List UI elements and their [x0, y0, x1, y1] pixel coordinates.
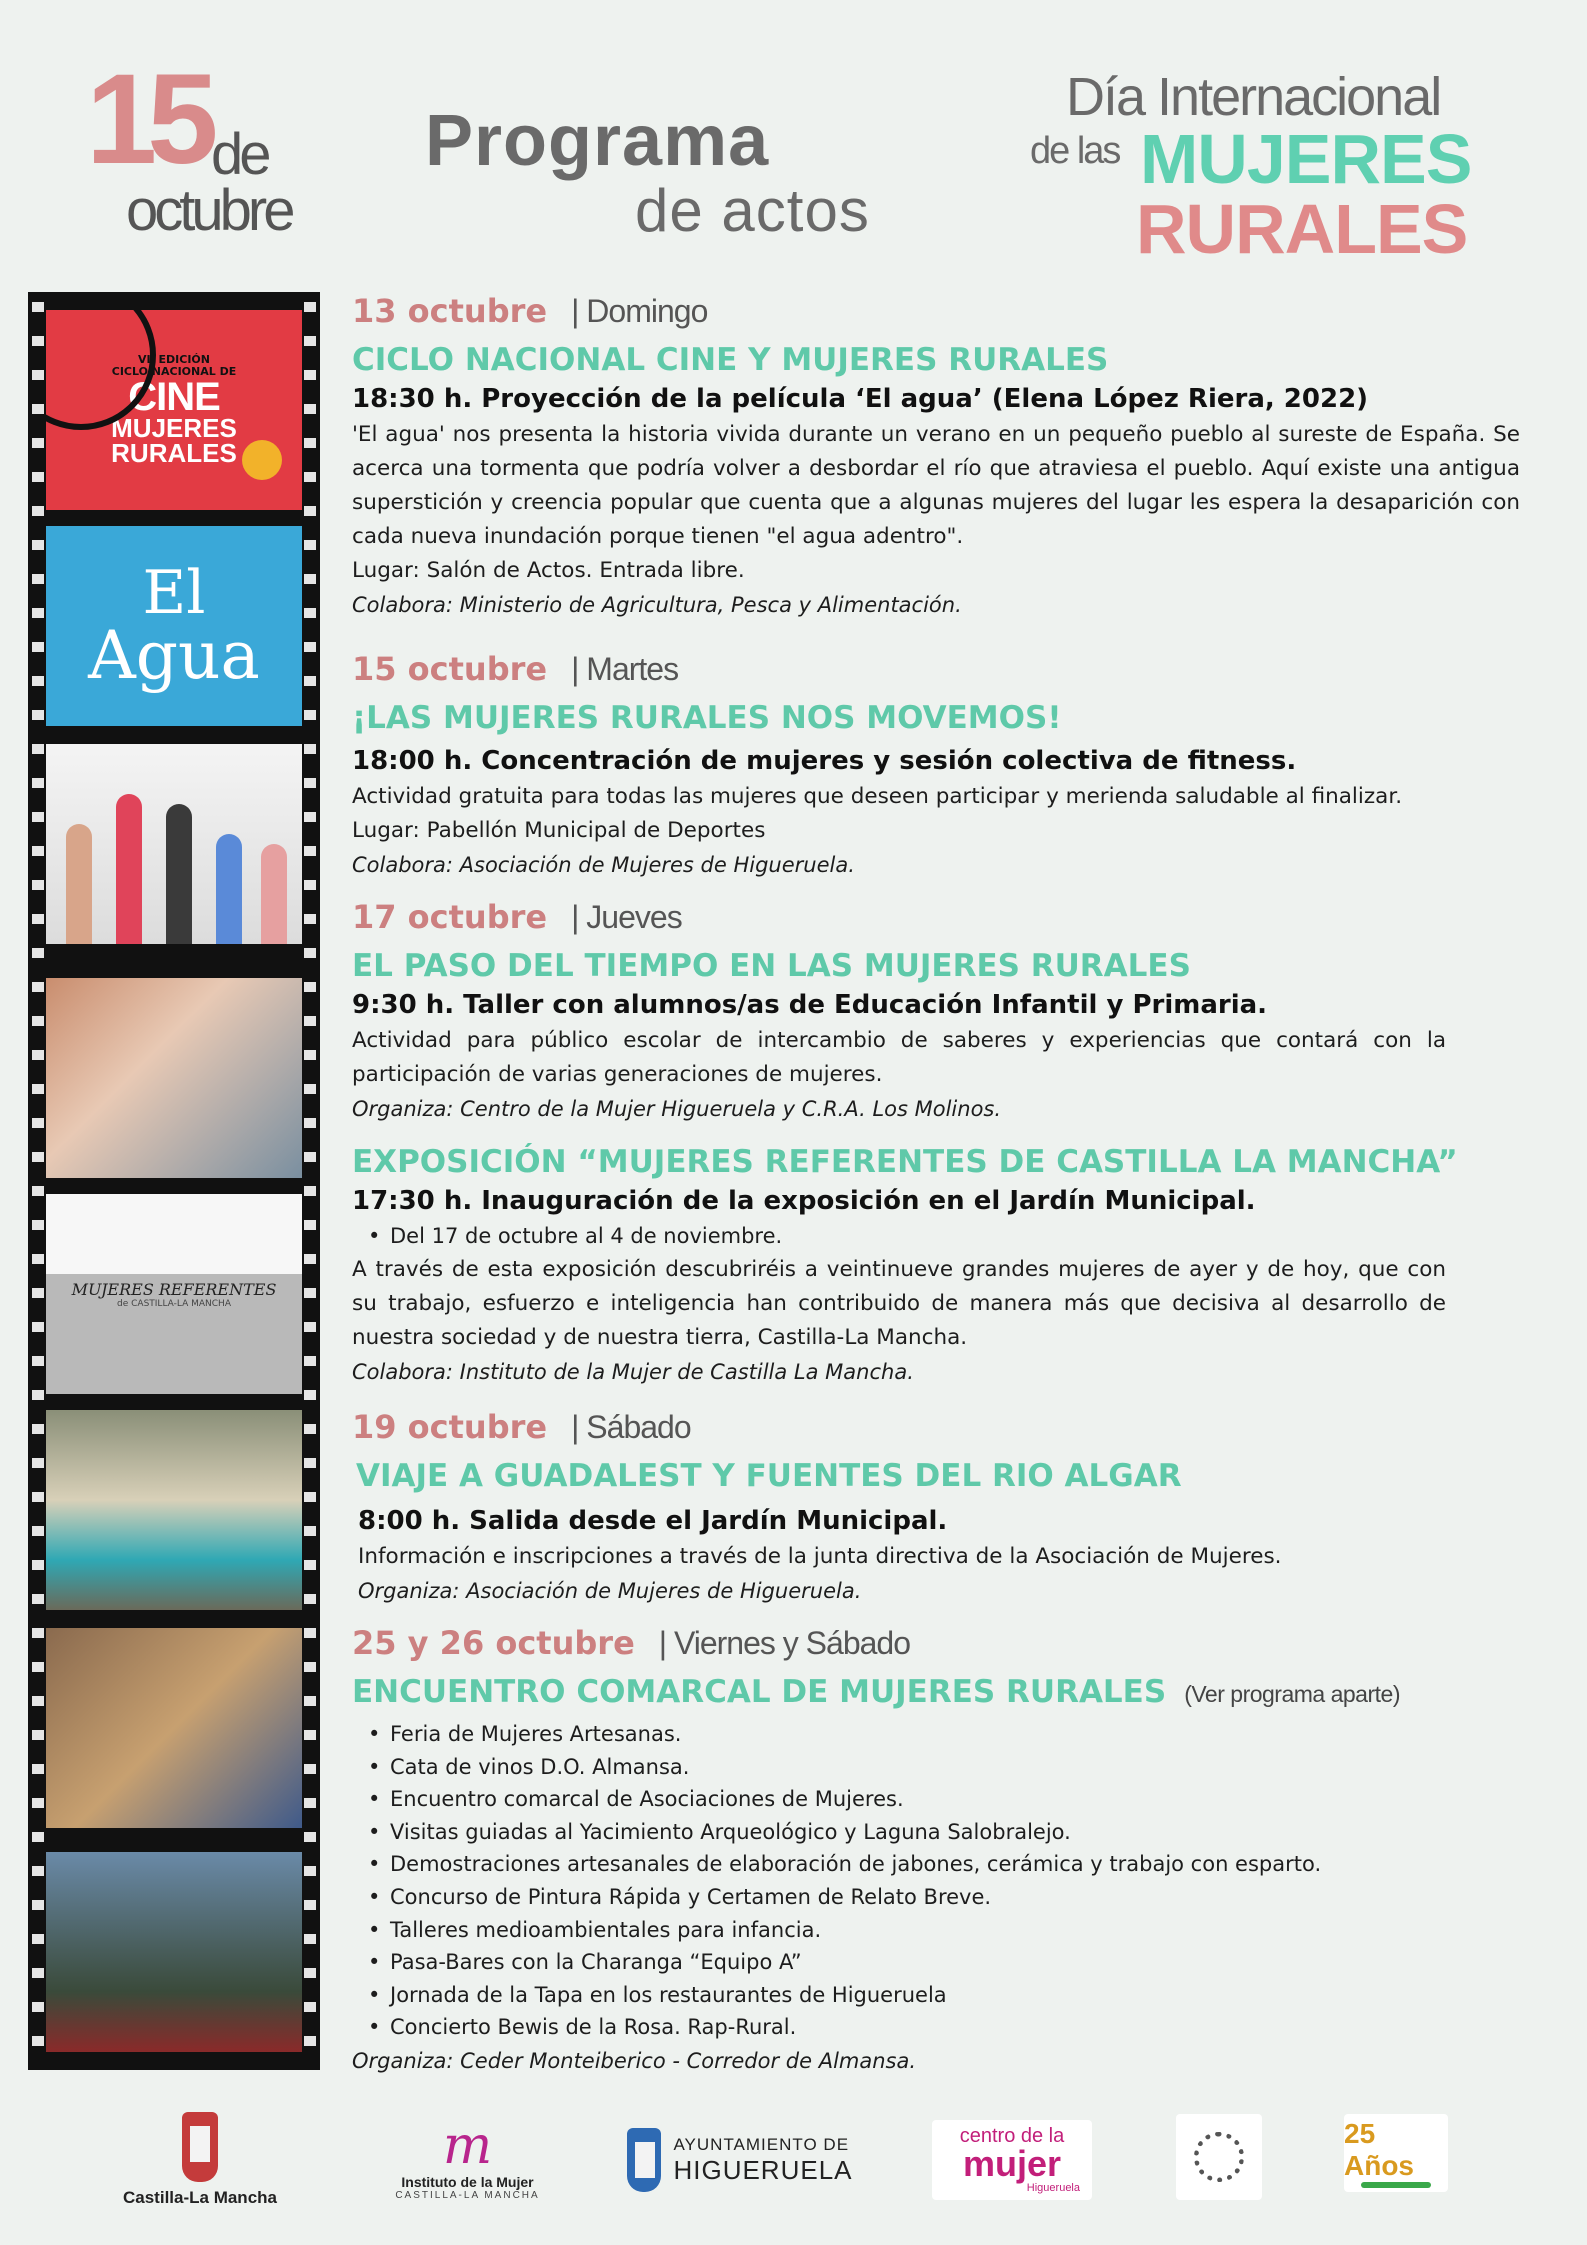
film-strip	[28, 292, 320, 2070]
sponsor-logos	[0, 2100, 1587, 2220]
list-item: • Concurso de Pintura Rápida y Certamen de Relato Breve.	[352, 1881, 1522, 1914]
title-dia-internacional: Día Internacional	[1066, 67, 1441, 127]
event-19-octubre	[352, 1408, 1522, 1608]
title-mujeres: MUJERES	[1140, 120, 1472, 198]
logo-instituto-mujer	[380, 2100, 555, 2220]
event-time: 18:30 h. Proyección de la película ‘El agua’ (Elena López Riera, 2022)	[352, 384, 1369, 414]
event-description: Actividad gratuita para todas las mujeres que deseen participar y merienda saludable al finalizar.	[352, 784, 1403, 809]
list-item: • Talleres medioambientales para infancia.	[352, 1914, 1522, 1947]
event-title: EL PASO DEL TIEMPO EN LAS MUJERES RURALES	[352, 948, 1191, 984]
event-weekday: | Sábado	[571, 1409, 691, 1445]
logo-caption: Instituto de la Mujer	[401, 2173, 534, 2190]
event-exposicion	[352, 1142, 1522, 1389]
event-date-line	[352, 650, 1522, 698]
anniversary-ribbon-icon	[1361, 2182, 1431, 2188]
event-weekday: | Viernes y Sábado	[658, 1625, 910, 1661]
header-day-number: 15	[86, 48, 209, 191]
event-date-line	[352, 898, 1522, 946]
logo-centro-mujer	[932, 2120, 1092, 2200]
film-frame-pottery-photo	[46, 1852, 302, 2052]
film-frame-esparto-photo	[46, 1628, 302, 1828]
event-title: ENCUENTRO COMARCAL DE MUJERES RURALES	[352, 1674, 1167, 1710]
event-weekday: | Martes	[571, 651, 679, 687]
photo-person	[261, 844, 287, 944]
event-date: 19 octubre	[352, 1408, 548, 1446]
film-frame-waterfall-photo	[46, 1410, 302, 1610]
header-event-title	[1030, 67, 1530, 270]
instituto-m-icon: m	[442, 2115, 493, 2176]
ayto-text	[673, 2135, 852, 2186]
event-date-line	[352, 1624, 1522, 1672]
list-item: • Demostraciones artesanales de elaboración de jabones, cerámica y trabajo con esparto.	[352, 1848, 1522, 1881]
photo-person	[216, 834, 242, 944]
event-title: EXPOSICIÓN “MUJERES REFERENTES DE CASTILLA LA MANCHA”	[352, 1144, 1458, 1180]
film-frame-women-phone-photo	[46, 978, 302, 1178]
header-program	[425, 101, 870, 244]
event-credit: Organiza: Ceder Monteiberico - Corredor de Almansa.	[352, 2048, 917, 2073]
event-weekday: | Domingo	[571, 293, 708, 329]
event-13-octubre	[352, 292, 1522, 622]
logo-caption: centro de la	[959, 2125, 1065, 2147]
clm-shield-icon	[182, 2112, 218, 2182]
list-item: • Pasa-Bares con la Charanga “Equipo A”	[352, 1946, 1522, 1979]
event-time: 18:00 h. Concentración de mujeres y sesión colectiva de fitness.	[352, 746, 1297, 776]
event-15-octubre	[352, 650, 1522, 882]
title-rurales: RURALES	[1136, 190, 1468, 268]
logo-caption: 25 Años	[1344, 2118, 1414, 2181]
event-description: A través de esta exposición descubriréis a veintinueve grandes mujeres de ayer y de hoy, que con su trabajo, esfuerzo e inteligencia han contribuido de manera más que decisiva al desarrollo de nuestra sociedad y de nuestra tierra, Castilla-La Mancha.	[352, 1256, 1446, 1350]
event-title: ¡LAS MUJERES RURALES NOS MOVEMOS!	[352, 700, 1062, 736]
program-title: Programa	[425, 101, 770, 181]
event-credit: Colabora: Ministerio de Agricultura, Pesca y Alimentación.	[352, 593, 962, 617]
poster-subtitle: CICLO NACIONAL DE	[111, 365, 237, 379]
event-title: CICLO NACIONAL CINE Y MUJERES RURALES	[352, 342, 1109, 378]
title-de-las: de las	[1030, 130, 1120, 172]
logo-25-anos	[1344, 2114, 1448, 2192]
poster-cine: CINE	[128, 375, 220, 420]
film-frame-el-agua-poster	[46, 526, 302, 726]
photo-person	[66, 824, 92, 944]
logo-caption: AYUNTAMIENTO DE	[673, 2134, 850, 2154]
event-date: 25 y 26 octubre	[352, 1624, 635, 1662]
exhibition-subtitle: de CASTILLA-LA MANCHA	[117, 1298, 231, 1309]
event-title-line	[352, 1672, 1522, 1714]
poster-agua: Agua	[88, 617, 260, 694]
event-date: 13 octubre	[352, 292, 548, 330]
poster-edition: VII EDICIÓN	[138, 353, 210, 367]
event-activity-list	[352, 1718, 1522, 2044]
header-month: octubre	[126, 178, 292, 243]
logo-ayuntamiento-higueruela	[620, 2100, 860, 2220]
header-date	[86, 48, 346, 243]
event-date-line	[352, 292, 1522, 340]
poster-el: El	[142, 558, 206, 628]
logo-subcaption: CASTILLA-LA MANCHA	[395, 2189, 540, 2201]
event-date: 15 octubre	[352, 650, 548, 688]
event-time: 9:30 h. Taller con alumnos/as de Educación Infantil y Primaria.	[352, 990, 1268, 1020]
list-item: • Encuentro comarcal de Asociaciones de Mujeres.	[352, 1783, 1522, 1816]
event-17-octubre	[352, 898, 1522, 1126]
poster-fruit-shape	[242, 440, 282, 480]
logo-castilla-la-mancha	[115, 2100, 285, 2220]
asociacion-circle-icon	[1194, 2132, 1244, 2182]
event-time: 17:30 h. Inauguración de la exposición en el Jardín Municipal.	[352, 1186, 1256, 1216]
list-item: • Feria de Mujeres Artesanas.	[352, 1718, 1522, 1751]
event-place: Lugar: Pabellón Municipal de Deportes	[352, 818, 766, 843]
list-item: • Visitas guiadas al Yacimiento Arqueológico y Laguna Salobralejo.	[352, 1816, 1522, 1849]
event-title: VIAJE A GUADALEST Y FUENTES DEL RIO ALGAR	[356, 1458, 1182, 1494]
event-description: 'El agua' nos presenta la historia vivida durante un verano en un pequeño pueblo al sureste de España. Se acerca una tormenta que podría volver a desbordar el río que atraviesa el pueblo. Aquí existe una antigua superstición y creencia popular que cuenta que a algunas mujeres del lugar les espera la desaparición con cada nueva inundación porque tienen "el agua adentro".	[352, 422, 1520, 549]
logo-asociacion-mujeres	[1176, 2114, 1262, 2200]
film-frame-exhibition-photo	[46, 1194, 302, 1394]
higueruela-shield-icon	[627, 2128, 661, 2192]
logo-subcaption: HIGUERUELA	[673, 2154, 853, 2185]
event-bullet-list	[352, 1220, 1522, 1253]
event-description: Información e inscripciones a través de la junta directiva de la Asociación de Mujeres.	[358, 1544, 1282, 1569]
event-credit: Organiza: Asociación de Mujeres de Higueruela.	[358, 1579, 862, 1603]
event-credit: Organiza: Centro de la Mujer Higueruela y C.R.A. Los Molinos.	[352, 1097, 1002, 1121]
film-frame-cine-poster	[46, 310, 302, 510]
event-credit: Colabora: Instituto de la Mujer de Castilla La Mancha.	[352, 1359, 914, 1384]
exhibition-title: MUJERES REFERENTES	[71, 1279, 277, 1299]
logo-caption: Castilla-La Mancha	[123, 2188, 277, 2207]
photo-person	[166, 804, 192, 944]
event-bullet: • Del 17 de octubre al 4 de noviembre.	[352, 1220, 1522, 1253]
event-credit: Colabora: Asociación de Mujeres de Higueruela.	[352, 853, 855, 877]
event-time: 8:00 h. Salida desde el Jardín Municipal.	[358, 1506, 948, 1536]
poster-mujeres: MUJERES	[111, 413, 237, 444]
list-item: • Cata de vinos D.O. Almansa.	[352, 1751, 1522, 1784]
event-description: Actividad para público escolar de intercambio de saberes y experiencias que contará con la participación de varias generaciones de mujeres.	[352, 1028, 1446, 1087]
event-aside: (Ver programa aparte)	[1184, 1681, 1400, 1707]
logo-mujer: mujer	[962, 2143, 1062, 2184]
photo-person	[116, 794, 142, 944]
event-date: 17 octubre	[352, 898, 548, 936]
film-frame-fitness-photo	[46, 744, 302, 944]
header-day-de: de	[211, 122, 268, 187]
list-item: • Concierto Bewis de la Rosa. Rap-Rural.	[352, 2011, 1522, 2044]
event-place: Lugar: Salón de Actos. Entrada libre.	[352, 558, 745, 583]
logo-subcaption: Higueruela	[1026, 2182, 1080, 2194]
poster-rurales: RURALES	[111, 438, 237, 469]
event-date-line	[352, 1408, 1522, 1456]
event-weekday: | Jueves	[571, 899, 682, 935]
program-subtitle: de actos	[635, 177, 870, 244]
event-25-26-octubre	[352, 1624, 1522, 2078]
list-item: • Jornada de la Tapa en los restaurantes de Higueruela	[352, 1979, 1522, 2012]
